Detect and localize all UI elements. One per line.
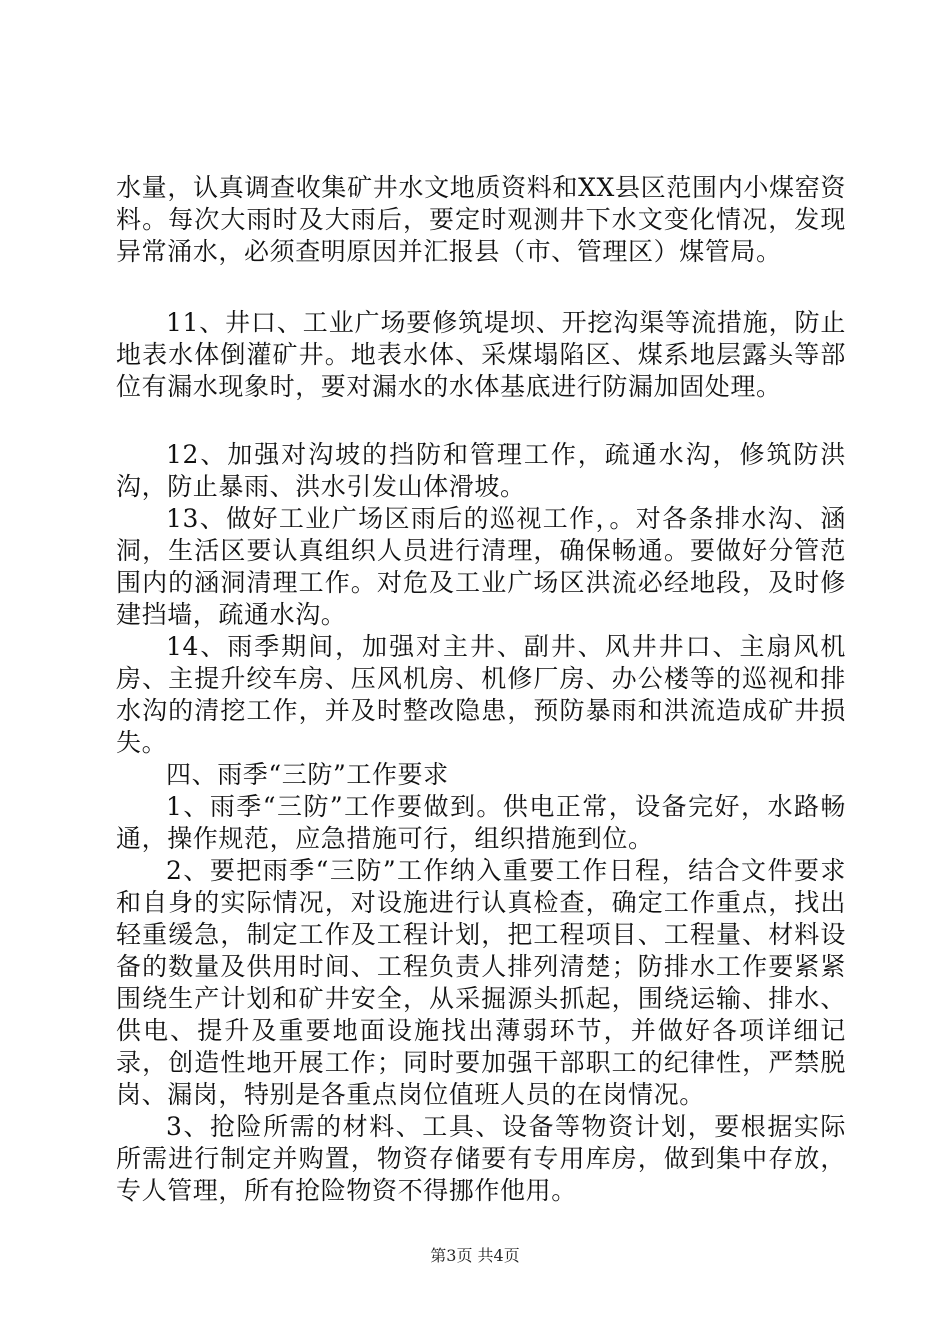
- section-heading-4: 四、雨季“三防”工作要求: [166, 760, 449, 789]
- document-body: [116, 172, 846, 1207]
- paragraph-continuation: 水量，认真调查收集矿井水文地质资料和XX县区范围内小煤窑资料。每次大雨时及大雨后，要定时观测井下水文变化情况，发现异常涌水，必须查明原因并汇报县（市、管理区）煤管局。: [116, 173, 846, 266]
- page-footer: 第3页 共4页: [430, 1246, 520, 1265]
- requirement-item-1: 1、雨季“三防”工作要做到。供电正常，设备完好，水路畅通，操作规范，应急措施可行，组织措施到位。: [116, 792, 846, 853]
- paragraph-item-14: 14、雨季期间，加强对主井、副井、风井井口、主扇风机房、主提升绞车房、压风机房、机修厂房、办公楼等的巡视和排水沟的清挖工作，并及时整改隐患，预防暴雨和洪流造成矿井损失。: [116, 632, 846, 757]
- paragraph-item-13: 13、做好工业广场区雨后的巡视工作，。对各条排水沟、涵洞，生活区要认真组织人员进行清理，确保畅通。要做好分管范围内的涵洞清理工作。对危及工业广场区洪流必经地段，及时修建挡墙，疏通水沟。: [116, 504, 846, 629]
- requirement-item-2: 2、要把雨季“三防”工作纳入重要工作日程，结合文件要求和自身的实际情况，对设施进行认真检查，确定工作重点，找出轻重缓急，制定工作及工程计划，把工程项目、工程量、材料设备的数量及供用时间、工程负责人排列清楚；防排水工作要紧紧围绕生产计划和矿井安全，从采掘源头抓起，围绕运输、排水、供电、提升及重要地面设施找出薄弱环节，并做好各项详细记录，创造性地开展工作；同时要加强干部职工的纪律性，严禁脱岗、漏岗，特别是各重点岗位值班人员的在岗情况。: [116, 856, 846, 1109]
- requirement-item-3: 3、抢险所需的材料、工具、设备等物资计划，要根据实际所需进行制定并购置，物资存储要有专用库房，做到集中存放，专人管理，所有抢险物资不得挪作他用。: [116, 1112, 846, 1205]
- paragraph-item-12: 12、加强对沟坡的挡防和管理工作，疏通水沟，修筑防洪沟，防止暴雨、洪水引发山体滑坡。: [116, 440, 846, 501]
- paragraph-item-11: 11、井口、工业广场要修筑堤坝、开挖沟渠等流措施，防止地表水体倒灌矿井。地表水体、采煤塌陷区、煤系地层露头等部位有漏水现象时，要对漏水的水体基底进行防漏加固处理。: [116, 308, 846, 401]
